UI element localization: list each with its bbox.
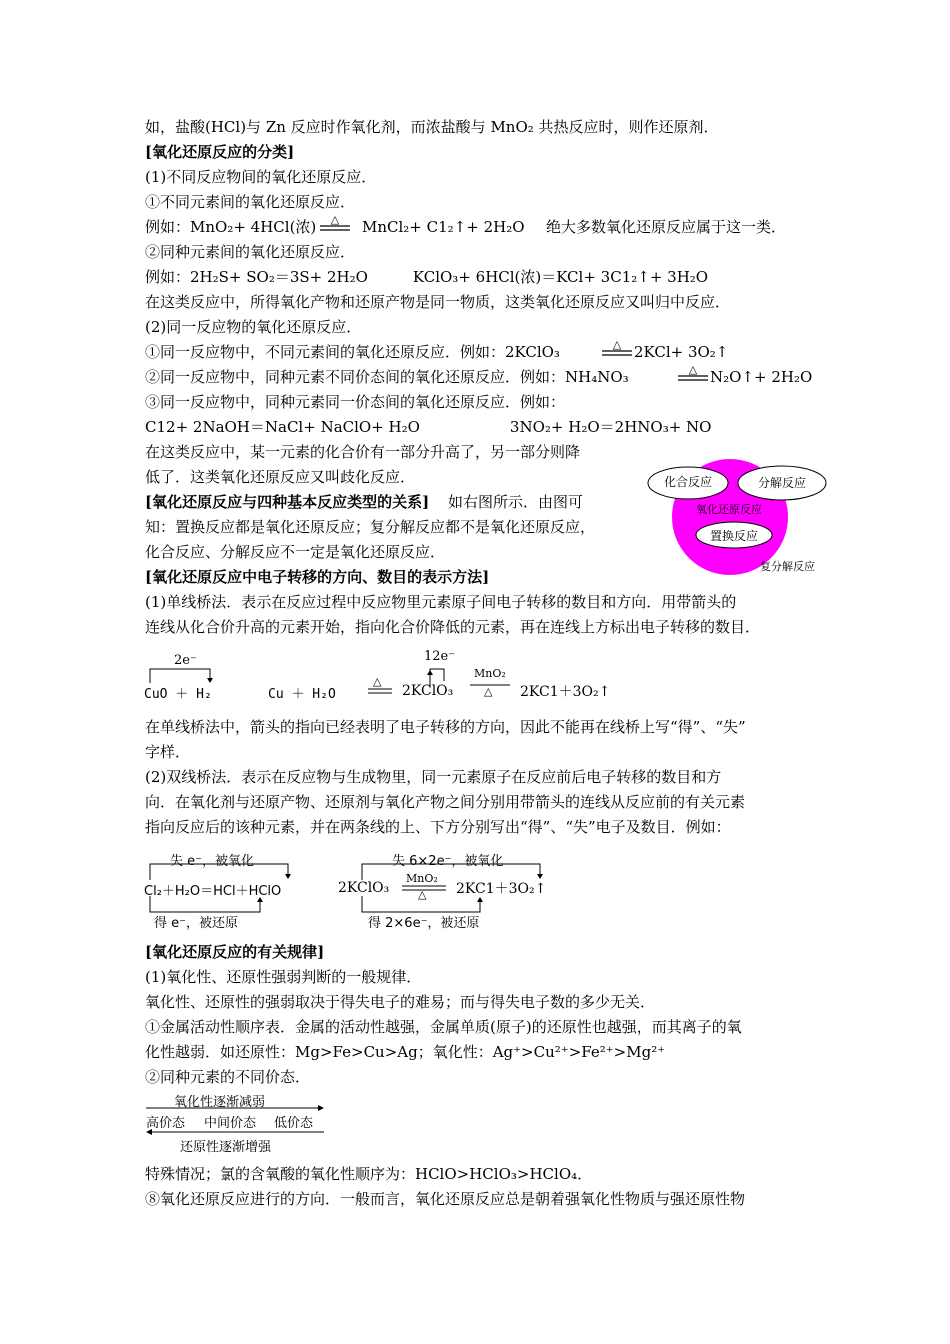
label-redox: 氧化还原反应 xyxy=(696,503,762,516)
equation-line xyxy=(145,216,316,238)
text-inline: 如右图所示．由图可 xyxy=(447,493,583,511)
text-line: 低了．这类氧化还原反应又叫歧化反应． xyxy=(145,468,416,486)
high-valence-label: 高价态 xyxy=(146,1116,186,1131)
heat-symbol: △ xyxy=(484,685,493,698)
heat-arrow-icon xyxy=(676,363,710,383)
text-line: 字样． xyxy=(145,743,191,761)
equation-reactants: CuO ＋ H₂ xyxy=(144,687,212,702)
oxidation-label: 失 e⁻，被氧化 xyxy=(170,854,254,869)
text-line: (1)氧化性、还原性强弱判断的一般规律． xyxy=(145,968,422,986)
text-line: C12+ 2NaOH＝NaCl+ NaClO+ H₂O 3NO₂+ H₂O＝2HNO₃+ NO xyxy=(145,418,712,436)
section-heading-relation: [氧化还原反应与四种基本反应类型的关系] xyxy=(145,493,430,511)
text-line: 指向反应后的该种元素，并在两条线的上、下方分别写出“得”、“失”电子及数目．例如： xyxy=(145,818,731,836)
heat-equals-sign xyxy=(676,363,710,383)
text-line: ①不同元素间的氧化还原反应． xyxy=(145,193,356,211)
text-line: ①金属活动性顺序表．金属的活动性越强，金属单质(原子)的还原性也越强，而其离子的氧 xyxy=(145,1018,742,1036)
text-line xyxy=(145,1041,665,1063)
equation-products: 2KC1＋3O₂↑ xyxy=(520,684,611,700)
oxidizing-trend-label: 氧化性逐渐减弱 xyxy=(174,1095,266,1110)
equation-reactant: 2KClO₃ xyxy=(402,683,454,699)
text-line: 特殊情况；氯的含氧酸的氧化性顺序为：HClO>HClO₃>HClO₄． xyxy=(145,1165,593,1183)
equation-products: Cu ＋ H₂O xyxy=(268,687,336,702)
text-line: (1)不同反应物间的氧化还原反应． xyxy=(145,168,377,186)
text-line: (2)同一反应物的氧化还原反应． xyxy=(145,318,362,336)
heat-symbol: △ xyxy=(418,888,427,901)
heat-equals-sign xyxy=(318,213,352,233)
heat-equals-sign xyxy=(600,338,634,358)
text-line: 在这类反应中，所得氧化产物和还原产物是同一物质，这类氧化还原反应又叫归中反应． xyxy=(145,293,731,311)
text-line: ②同种元素的不同价态． xyxy=(145,1068,311,1086)
text-inline: 化性越弱．如还原性：Mg>Fe>Cu>Ag；氧化性：Ag xyxy=(145,1043,514,1061)
text-line xyxy=(145,491,583,513)
svg-text:△: △ xyxy=(612,338,622,351)
label-decomposition: 分解反应 xyxy=(758,476,807,490)
label-combination: 化合反应 xyxy=(664,475,713,489)
equation-products: MnCl₂+ C1₂↑+ 2H₂O xyxy=(362,218,525,236)
text-line: 化合反应、分解反应不一定是氧化还原反应． xyxy=(145,543,446,561)
equation-reactants: 例如：MnO₂+ 4HCl(浓) xyxy=(145,218,317,236)
text-line: 氧化性、还原性的强弱取决于得失电子的难易；而与得失电子数的多少无关． xyxy=(145,993,656,1011)
text-line: ⑧氧化还原反应进行的方向．一般而言，氧化还原反应总是朝着强氧化性物质与强还原性物 xyxy=(145,1190,746,1208)
double-bridge-figure xyxy=(140,846,580,932)
section-heading-rules: [氧化还原反应的有关规律] xyxy=(145,943,325,961)
text-line: ②同一反应物中，同种元素不同价态间的氧化还原反应．例如：NH₄NO₃ xyxy=(145,368,629,386)
catalyst: MnO₂ xyxy=(474,667,506,680)
heat-arrow-icon xyxy=(600,338,634,358)
text-line: 绝大多数氧化还原反应属于这一类． xyxy=(546,218,787,236)
text-line: ②同种元素间的氧化还原反应． xyxy=(145,243,356,261)
heat-symbol: △ xyxy=(373,675,382,688)
equation-products: 2KC1＋3O₂↑ xyxy=(456,881,547,897)
reduction-label: 得 2×6e⁻，被还原 xyxy=(368,916,480,931)
equation-products: 2KCl+ 3O₂↑ xyxy=(634,343,729,361)
reduction-label: 得 e⁻，被还原 xyxy=(154,916,238,931)
section-heading-classification: [氧化还原反应的分类] xyxy=(145,143,295,161)
text-line: (2)双线桥法．表示在反应物与生成物里，同一元素原子在反应前后电子转移的数目和方 xyxy=(145,768,722,786)
electron-count: 2e⁻ xyxy=(174,653,197,668)
reaction-type-venn-diagram xyxy=(640,455,840,575)
equation-reactant: 2KClO₃ xyxy=(338,880,390,896)
catalyst: MnO₂ xyxy=(406,872,438,885)
text-inline: ⁺>Cu²⁺>Fe²⁺>Mg²⁺ xyxy=(513,1043,666,1061)
equation: Cl₂＋H₂O＝HCl＋HClO xyxy=(144,884,282,899)
electron-count: 12e⁻ xyxy=(424,649,456,664)
valence-order-figure xyxy=(140,1090,340,1160)
section-heading-transfer: [氧化还原反应中电子转移的方向、数目的表示方法] xyxy=(145,568,490,586)
label-double-decomposition: 复分解反应 xyxy=(760,560,815,573)
text-line: 向．在氧化剂与还原产物、还原剂与氧化产物之间分别用带箭头的连线从反应前的有关元素 xyxy=(145,793,746,811)
text-line: ③同一反应物中，同种元素同一价态间的氧化还原反应．例如： xyxy=(145,393,566,411)
text-line: (1)单线桥法．表示在反应过程中反应物里元素原子间电子转移的数目和方向．用带箭头的 xyxy=(145,593,737,611)
text-line: 知：置换反应都是氧化还原反应；复分解反应都不是氧化还原反应， xyxy=(145,518,596,536)
middle-valence-label: 中间价态 xyxy=(204,1116,257,1131)
text-line: ①同一反应物中，不同元素间的氧化还原反应．例如：2KClO₃ xyxy=(145,343,560,361)
single-bridge-figure xyxy=(140,645,630,707)
text-line: 在单线桥法中，箭头的指向已经表明了电子转移的方向，因此不能再在线桥上写“得”、“失” xyxy=(145,718,746,736)
text-line: 例如：2H₂S+ SO₂＝3S+ 2H₂O KClO₃+ 6HCl(浓)＝KCl+ 3C1₂↑+ 3H₂O xyxy=(145,268,709,286)
label-displacement: 置换反应 xyxy=(710,529,759,543)
oxidation-label: 失 6×2e⁻，被氧化 xyxy=(392,854,504,869)
reducing-trend-label: 还原性逐渐增强 xyxy=(180,1140,272,1155)
text-line: 连线从化合价升高的元素开始，指向化合价降低的元素，再在连线上方标出电子转移的数目． xyxy=(145,618,761,636)
text-line: 在这类反应中，某一元素的化合价有一部分升高了，另一部分则降 xyxy=(145,443,581,461)
low-valence-label: 低价态 xyxy=(274,1116,314,1131)
text-line: 如，盐酸(HCl)与 Zn 反应时作氧化剂，而浓盐酸与 MnO₂ 共热反应时，则作还原剂． xyxy=(145,118,719,136)
equation-products: N₂O↑+ 2H₂O xyxy=(710,368,813,386)
svg-text:△: △ xyxy=(688,363,698,376)
heat-arrow-icon xyxy=(318,213,352,233)
heat-symbol: △ xyxy=(330,213,340,226)
